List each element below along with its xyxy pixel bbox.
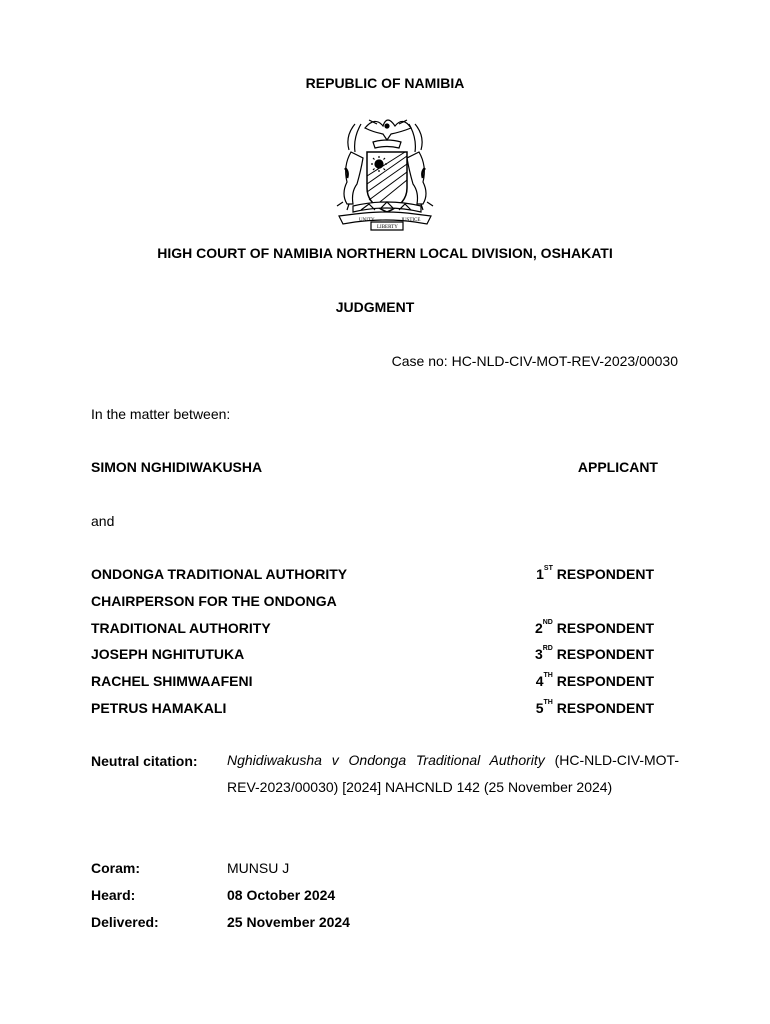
respondent-2-name-line2: TRADITIONAL AUTHORITY bbox=[91, 620, 271, 636]
conjunction: and bbox=[91, 513, 115, 529]
respondent-4-name: RACHEL SHIMWAAFENI bbox=[91, 673, 253, 689]
heard-label: Heard: bbox=[91, 887, 136, 903]
respondent-3-role: 3RD RESPONDENT bbox=[534, 645, 654, 662]
respondent-2-role: 2ND RESPONDENT bbox=[534, 619, 654, 636]
citation-text bbox=[227, 747, 679, 801]
respondent-5-role: 5TH RESPONDENT bbox=[535, 699, 654, 716]
citation-case-name: Nghidiwakusha v Ondonga Traditional Authority bbox=[227, 752, 545, 768]
delivered-value: 25 November 2024 bbox=[227, 914, 350, 930]
court-heading: HIGH COURT OF NAMIBIA NORTHERN LOCAL DIVISION, OSHAKATI bbox=[157, 245, 613, 261]
parties-intro: In the matter between: bbox=[91, 406, 231, 422]
document-type: JUDGMENT bbox=[335, 299, 415, 315]
citation-reference: (HC-NLD-CIV-MOT-REV-2023/00030) [2024] NAHCNLD 142 (25 November 2024) bbox=[227, 752, 679, 795]
motto-justice: JUSTICE bbox=[401, 218, 421, 223]
respondent-1-role: 1ST RESPONDENT bbox=[536, 565, 654, 582]
respondent-1-name: ONDONGA TRADITIONAL AUTHORITY bbox=[91, 566, 348, 582]
case-number: Case no: HC-NLD-CIV-MOT-REV-2023/00030 bbox=[391, 353, 678, 369]
respondent-3-name: JOSEPH NGHITUTUKA bbox=[91, 646, 245, 662]
applicant-name: SIMON NGHIDIWAKUSHA bbox=[91, 459, 263, 475]
citation-label: Neutral citation: bbox=[91, 753, 198, 769]
delivered-label: Delivered: bbox=[91, 914, 159, 930]
motto-unity: UNITY bbox=[359, 218, 375, 223]
coram-value: MUNSU J bbox=[227, 860, 290, 876]
respondent-4-role: 4TH RESPONDENT bbox=[535, 672, 654, 689]
respondent-5-name: PETRUS HAMAKALI bbox=[91, 700, 227, 716]
respondent-2-name-line1: CHAIRPERSON FOR THE ONDONGA bbox=[91, 593, 337, 609]
coram-label: Coram: bbox=[91, 860, 141, 876]
applicant-role: APPLICANT bbox=[577, 459, 658, 475]
namibia-coat-of-arms-icon bbox=[325, 106, 445, 232]
heard-value: 08 October 2024 bbox=[227, 887, 336, 903]
country-heading: REPUBLIC OF NAMIBIA bbox=[305, 75, 465, 91]
motto-liberty: LIBERTY bbox=[377, 225, 398, 230]
